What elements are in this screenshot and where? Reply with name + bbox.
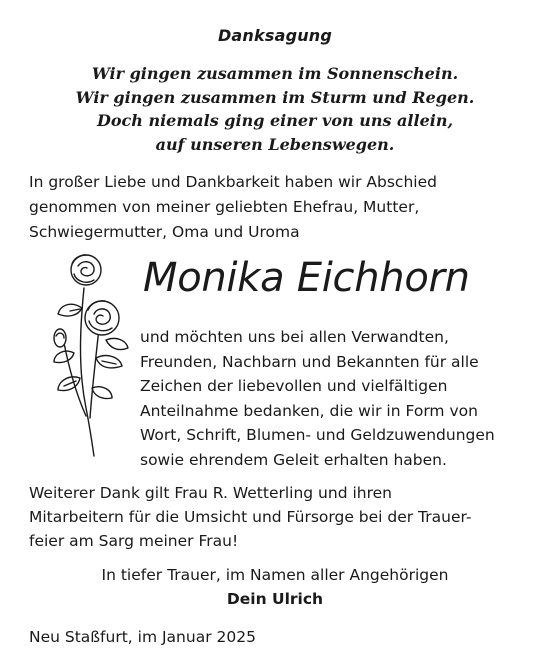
intro-line: genommen von meiner geliebten Ehefrau, Mutter, [29, 198, 420, 216]
deceased-name: Monika Eichhorn [143, 255, 470, 301]
thanks-line: Anteilnahme bedanken, die wir in Form von [140, 401, 478, 420]
intro-line: Schwiegermutter, Oma und Uroma [29, 223, 300, 241]
extra-thanks-line: Weiterer Dank gilt Frau R. Wetterling und ihren [29, 484, 392, 502]
extra-thanks-line: feier am Sarg meiner Frau! [29, 532, 239, 550]
thanks-line: Wort, Schrift, Blumen- und Geldzuwendungen [140, 426, 495, 444]
signature: Dein Ulrich [226, 590, 324, 608]
thanks-line: und möchten uns bei allen Verwandten, [140, 328, 449, 346]
poem-line: auf unseren Lebenswegen. [155, 134, 395, 154]
intro-text [29, 170, 529, 245]
thanks-text [140, 325, 540, 472]
thanks-line: sowie ehrendem Geleit erhalten haben. [140, 450, 447, 469]
poem-line: Doch niemals ging einer von uns allein, [96, 111, 454, 130]
thanks-line: Freunden, Nachbarn und Bekannten für alle [140, 352, 479, 371]
notice-title: Danksagung [217, 26, 333, 45]
closing-line: In tiefer Trauer, im Namen aller Angehörigen [101, 566, 449, 584]
place-date: Neu Staßfurt, im Januar 2025 [29, 628, 256, 646]
intro-line: In großer Liebe und Dankbarkeit haben wir Abschied [29, 173, 437, 191]
poem-line: Wir gingen zusammen im Sturm und Regen. [75, 87, 475, 107]
rose-icon [34, 248, 134, 458]
poem [0, 62, 550, 156]
thanks-line: Zeichen der liebevollen und vielfältigen [140, 377, 448, 395]
closing-block [0, 563, 550, 611]
poem-line: Wir gingen zusammen im Sonnenschein. [91, 64, 459, 83]
extra-thanks-line: Mitarbeitern für die Umsicht und Fürsorge bei der Trauer- [29, 508, 472, 526]
extra-thanks-text [29, 481, 529, 553]
